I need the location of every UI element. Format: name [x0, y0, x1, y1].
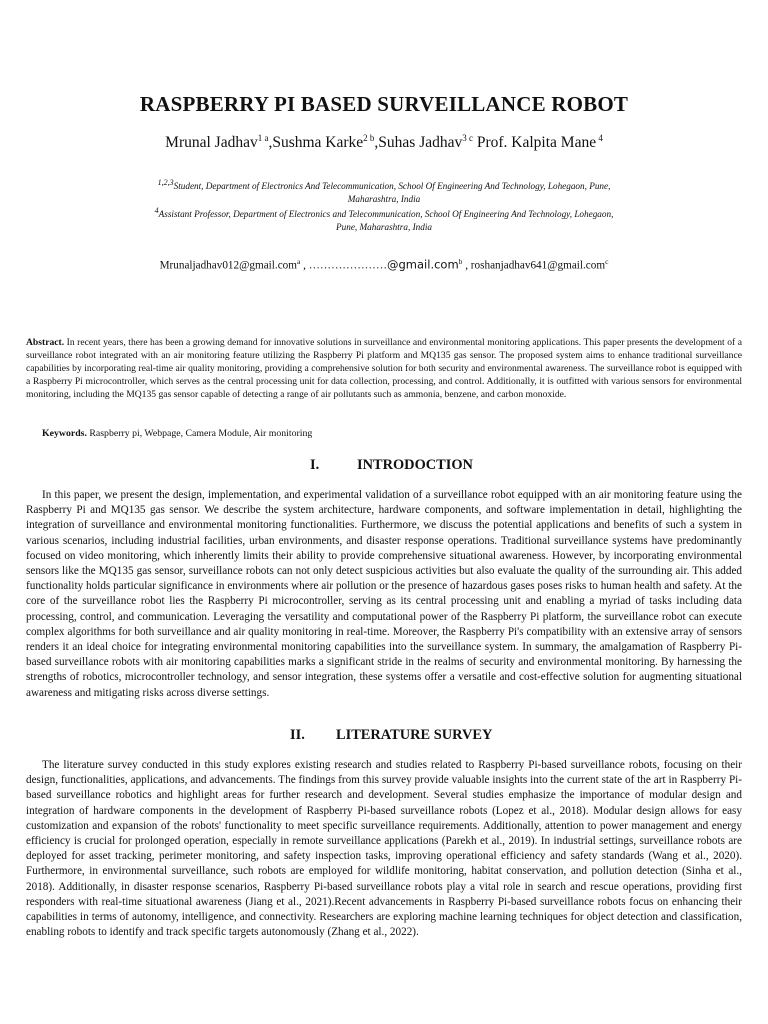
author-name: Mrunal Jadhav [165, 134, 258, 152]
abstract [26, 337, 742, 402]
email-address[interactable]: @gmail.com [387, 257, 459, 272]
affiliation-superscript: 4 [154, 206, 159, 215]
affiliation-students [150, 176, 618, 206]
author-superscript: 4 [596, 133, 603, 143]
email-superscript: b [458, 257, 463, 266]
email-address[interactable]: roshanjadhav641@gmail.com [470, 259, 606, 272]
literature-survey-paragraph: The literature survey conducted in this study explores existing research and studies related to Raspberry Pi-based surveillance robots, focusing on their design, functionalities, applications, and advancements. The findings from this survey provide valuable insights into the current state of the art in Raspberry Pi-based surveillance robotics and highlight areas for further research and development. Several studies emphasize the importance of modular design and integration of hardware components in the development of Raspberry Pi-based surveillance robots (Lopez et al., 2018). Modular design allows for easy customization and expansion of the robots' functionality to meet specific surveillance requirements. Additionally, attention to power management and energy efficiency is crucial for prolonged operation, especially in remote surveillance applications (Parekh et al., 2019). In industrial settings, surveillance robots are deployed for asset tracking, perimeter monitoring, and safety inspection tasks, improving operational efficiency and safety standards (Wang et al., 2020). Furthermore, in environmental surveillance, such robots are employed for wildlife monitoring, habitat conservation, and pollution detection (Sinha et al., 2018). Additionally, in disaster response scenarios, Raspberry Pi-based surveillance robots play a vital role in search and rescue operations, providing first responders with real-time situational awareness (Jiang et al., 2021).Recent advancements in Raspberry Pi-based surveillance robots focus on enhancing their capabilities in terms of autonomy, intelligence, and connectivity. Researchers are exploring machine learning techniques for object detection and classification, enabling robots to identify and track specific targets autonomously (Zhang et al., 2022). [26, 759, 742, 939]
author-name: ,Sushma Karke [268, 134, 364, 152]
author-superscript: 1 a [257, 133, 269, 143]
keywords [42, 428, 742, 439]
author-name: Prof. Kalpita Mane [472, 134, 597, 152]
section-title: INTRODOCTION [357, 457, 473, 473]
keywords-label: Keywords. [42, 428, 87, 439]
section-number: I. [310, 457, 320, 473]
email-separator: , ………………… [300, 259, 387, 272]
affiliation-text: Assistant Professor, Department of Electronics and Telecommunication, School Of Engineering And Technology, Lohegaon, Pune, Maharashtra, India [158, 209, 614, 233]
paper-title: RASPBERRY PI BASED SURVEILLANCE ROBOT [139, 92, 629, 116]
author-list [0, 133, 768, 152]
keywords-text: Raspberry pi, Webpage, Camera Module, Air monitoring [86, 428, 313, 439]
introduction-paragraph: In this paper, we present the design, implementation, and experimental validation of a surveillance robot equipped with an air monitoring feature using the Raspberry Pi and MQ135 gas sensor. We describe the system architecture, hardware components, and software implementation in detail, highlighting the integration of surveillance and environmental monitoring functionalities. Furthermore, we discuss the potential applications and benefits of such a system in various scenarios, including industrial facilities, urban environments, and disaster response operations. Traditional surveillance systems have predominantly focused on video monitoring, which inherently limits their ability to provide comprehensive situational awareness. However, by incorporating environmental sensors like the MQ135 gas sensor, surveillance robots can not only detect suspicious activities but also evaluate the quality of the surrounding air. This added functionality holds particular significance in environments where air pollution or the presence of hazardous gases poses risks to human health and safety. At the core of the surveillance robot lies the Raspberry Pi microcontroller, serving as its central processing unit and enabling a myriad of tasks including data processing, control, and communication. Leveraging the versatility and computational power of the Raspberry Pi platform, the surveillance robot can execute complex algorithms for both surveillance and air quality monitoring in real-time. Moreover, the Raspberry Pi's compatibility with an extensive array of sensors renders it an ideal choice for integrating environmental monitoring capabilities into the surveillance system. In summary, the amalgamation of Raspberry Pi-based surveillance robots with air monitoring capabilities marks a significant stride in the realms of security and environmental monitoring. By harnessing the strengths of robotics, microcontroller technology, and sensor integration, these systems offer a versatile and cost-effective solution for augmenting situational awareness and mitigating risks across diverse settings. [26, 489, 742, 699]
abstract-label: Abstract. [26, 337, 65, 348]
author-superscript: 2 b [363, 133, 375, 143]
email-superscript: c [605, 257, 609, 266]
email-list [0, 257, 768, 272]
author-name: ,Suhas Jadhav [374, 134, 463, 152]
affiliation-superscript: 1,2,3 [157, 178, 174, 187]
affiliation-text: Student, Department of Electronics And Telecommunication, School Of Engineering And Technology, Lohegaon, Pune, Maharashtra, India [173, 181, 611, 205]
email-superscript: a [296, 257, 301, 266]
email-separator: , [462, 259, 471, 272]
section-number: II. [290, 727, 305, 743]
abstract-text: In recent years, there has been a growing demand for innovative solutions in surveillance and environmental monitoring applications. This paper presents the development of a surveillance robot integrated with an air monitoring feature utilizing the Raspberry Pi platform and MQ135 gas sensor. The proposed system aims to enhance traditional surveillance capabilities by incorporating real-time air quality monitoring, providing a comprehensive solution for both security and environmental awareness. The surveillance robot is equipped with a Raspberry Pi microcontroller, which serves as the central processing unit for data collection, processing, and control. Additionally, it is outfitted with various sensors for environmental monitoring, including the MQ135 gas sensor capable of detecting a range of air pollutants such as ammonia, benzene, and carbon monoxide. [26, 337, 742, 400]
affiliation-professor [150, 204, 618, 234]
email-address[interactable]: Mrunaljadhav012@gmail.com [159, 259, 297, 272]
author-superscript: 3 c [462, 133, 473, 143]
section-title: LITERATURE SURVEY [336, 727, 493, 743]
